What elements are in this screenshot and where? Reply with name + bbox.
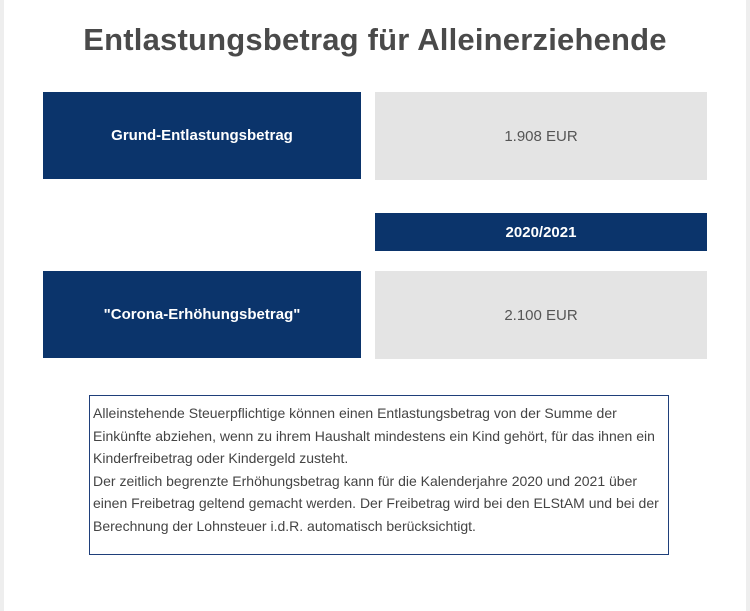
- page-title: Entlastungsbetrag für Alleinerziehende: [83, 22, 667, 57]
- note-paragraph-1: Alleinstehende Steuerpflichtige können einen Entlastungsbetrag von der Summe der Einkünfte abziehen, wenn zu ihrem Haushalt mindestens ein Kind gehört, für das ihnen ein Kinderfreibetrag oder Kindergeld zusteht.: [93, 405, 655, 466]
- infographic-page: [4, 0, 746, 611]
- explanation-note: [89, 395, 669, 555]
- year-label: 2020/2021: [375, 213, 707, 251]
- corona-erhoehungsbetrag-label: "Corona-Erhöhungsbetrag": [43, 271, 361, 358]
- grund-entlastungsbetrag-value: 1.908 EUR: [375, 92, 707, 180]
- grund-entlastungsbetrag-label: Grund-Entlastungsbetrag: [43, 92, 361, 179]
- note-paragraph-2: Der zeitlich begrenzte Erhöhungsbetrag kann für die Kalenderjahre 2020 und 2021 über einen Freibetrag geltend gemacht werden. Der Freibetrag wird bei den ELStAM und bei der Berechnung der Lohnsteuer i.d.R. automatisch berücksichtigt.: [93, 472, 659, 534]
- corona-erhoehungsbetrag-value: 2.100 EUR: [375, 271, 707, 359]
